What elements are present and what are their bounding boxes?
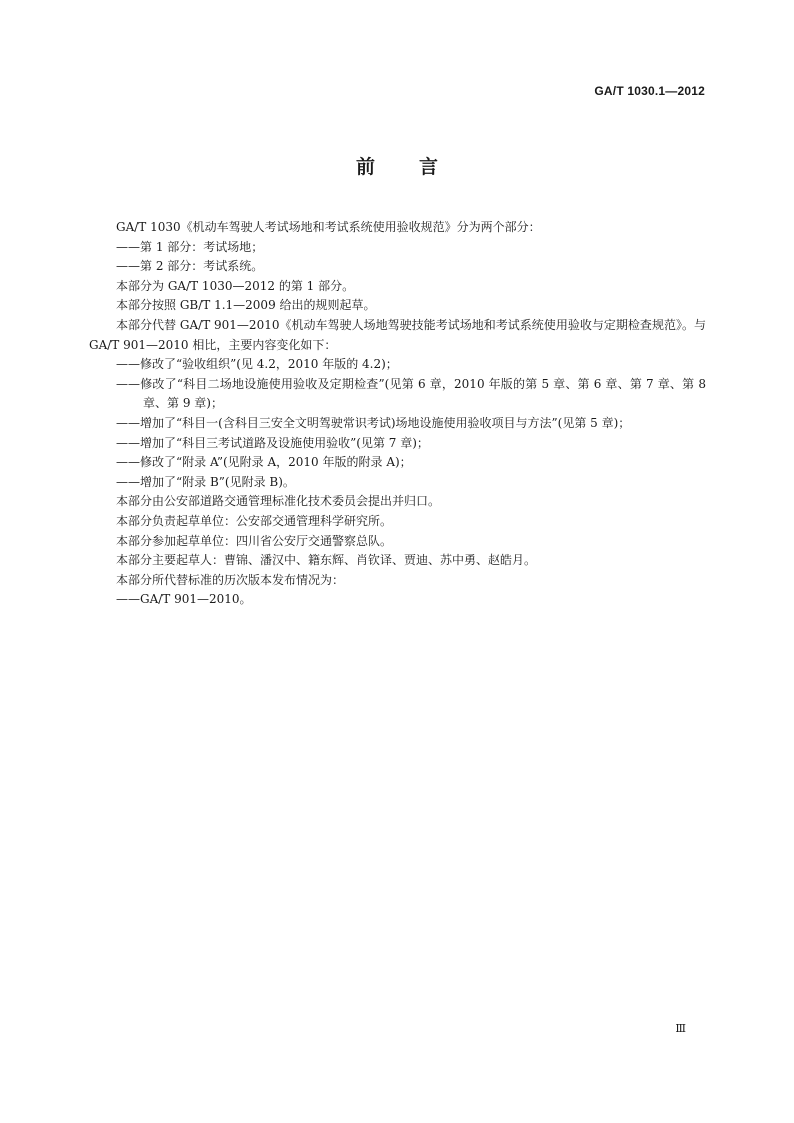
standard-number: GA/T 1030.1—2012	[594, 84, 705, 98]
list-item-change-2: ——修改了“科目二场地设施使用验收及定期检查”(见第 6 章，2010 年版的第 5 章、第 6 章、第 7 章、第 8 章、第 9 章)；	[116, 376, 706, 411]
list-item-change-4: ——增加了“科目三考试道路及设施使用验收”(见第 7 章)；	[116, 435, 429, 450]
list-item-change-5: ——修改了“附录 A”(见附录 A，2010 年版的附录 A)；	[116, 455, 412, 470]
paragraph-replacement: 本部分代替 GA/T 901—2010《机动车驾驶人场地驾驶技能考试场地和考试系统使用验收与定期检查规范》。与 GA/T 901—2010 相比，主要内容变化如下：	[89, 317, 706, 352]
list-item-history-version: ——GA/T 901—2010。	[116, 592, 252, 607]
paragraph-proposer: 本部分由公安部道路交通管理标准化技术委员会提出并归口。	[116, 494, 441, 509]
list-item-change-3: ——增加了“科目一(含科目三安全文明驾驶常识考试)场地设施使用验收项目与方法”(见第 5 章)；	[116, 415, 631, 430]
paragraph-main-drafters: 本部分主要起草人：曹锦、潘汉中、籍东辉、肖钦译、贾迪、苏中勇、赵皓月。	[116, 553, 537, 568]
paragraph-drafting-rules: 本部分按照 GB/T 1.1—2009 给出的规则起草。	[116, 298, 376, 313]
list-item-change-1: ——修改了“验收组织”(见 4.2，2010 年版的 4.2)；	[116, 357, 398, 372]
paragraph-part-statement: 本部分为 GA/T 1030—2012 的第 1 部分。	[116, 278, 355, 293]
page-number: Ⅲ	[675, 1022, 686, 1035]
paragraph-history: 本部分所代替标准的历次版本发布情况为：	[116, 572, 345, 587]
paragraph-lead-drafter: 本部分负责起草单位：公安部交通管理科学研究所。	[116, 513, 393, 528]
list-item-part2: ——第 2 部分：考试系统。	[116, 259, 264, 274]
foreword-body	[89, 218, 706, 610]
page-title: 前言	[355, 156, 482, 178]
list-item-change-6: ——增加了“附录 B”(见附录 B)。	[116, 474, 295, 489]
list-item-part1: ——第 1 部分：考试场地；	[116, 239, 264, 254]
paragraph-intro: GA/T 1030《机动车驾驶人考试场地和考试系统使用验收规范》分为两个部分：	[116, 220, 541, 234]
paragraph-participating-drafter: 本部分参加起草单位：四川省公安厅交通警察总队。	[116, 533, 393, 548]
